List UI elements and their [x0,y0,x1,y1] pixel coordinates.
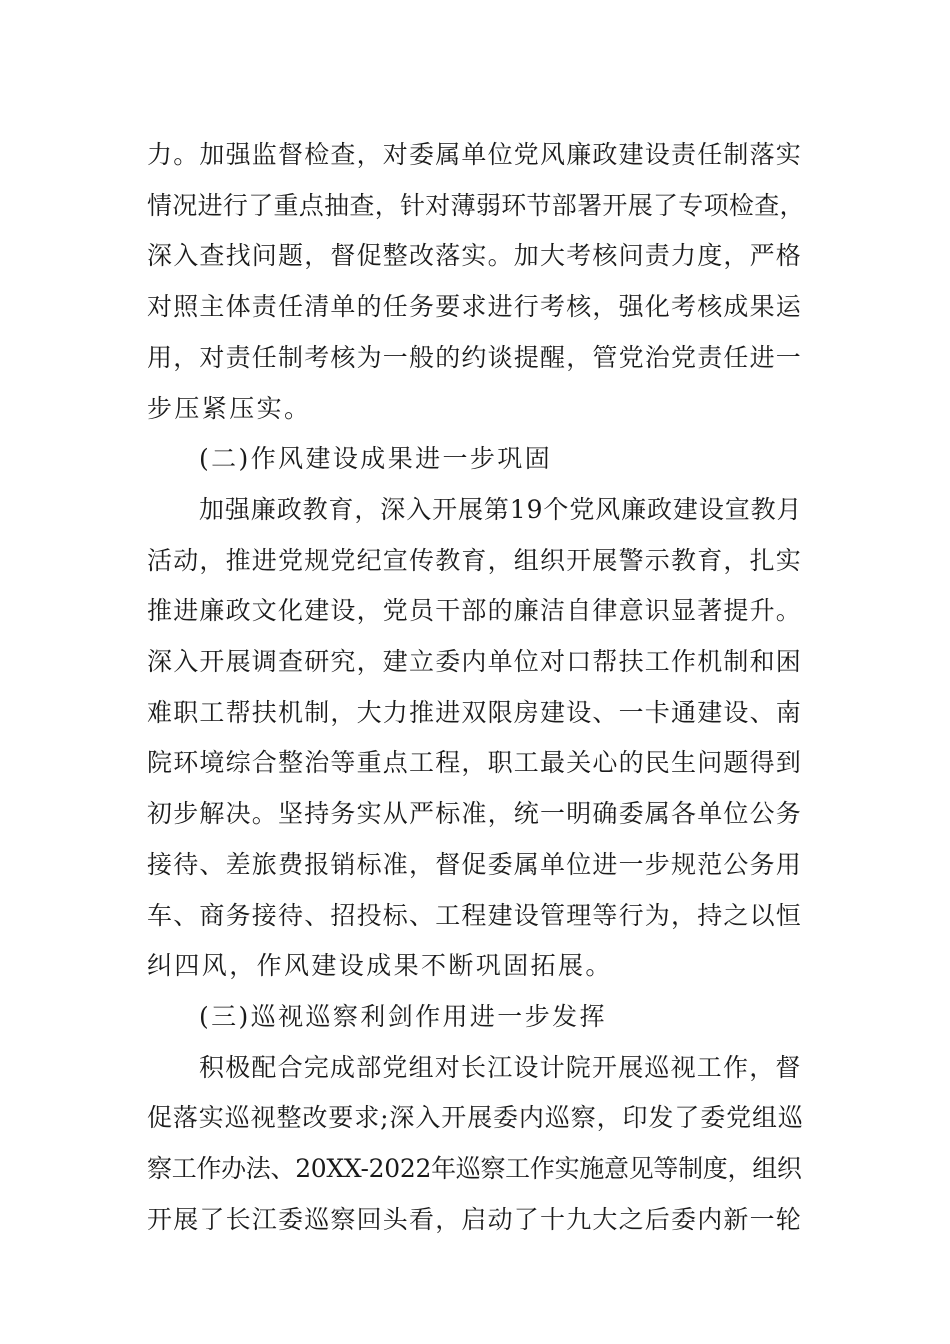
paragraph-line: 深入开展调查研究，建立委内单位对口帮扶工作机制和困 [147,647,803,676]
paragraph-line: 活动，推进党规党纪宣传教育，组织开展警示教育，扎实 [147,546,803,575]
paragraph-line: 开展了长江委巡察回头看，启动了十九大之后委内新一轮 [147,1205,803,1234]
paragraph-line: 对照主体责任清单的任务要求进行考核，强化考核成果运 [147,292,803,321]
paragraph-line: 难职工帮扶机制，大力推进双限房建设、一卡通建设、南 [147,698,803,727]
paragraph-line: 接待、差旅费报销标准，督促委属单位进一步规范公务用 [147,850,803,879]
paragraph-line: 力。加强监督检查，对委属单位党风廉政建设责任制落实 [147,140,803,169]
paragraph-line: 初步解决。坚持务实从严标准，统一明确委属各单位公务 [147,799,803,828]
paragraph-line: 情况进行了重点抽查，针对薄弱环节部署开展了专项检查， [147,191,805,220]
paragraph-line: 用，对责任制考核为一般的约谈提醒，管党治党责任进一 [147,343,803,372]
paragraph-line: 察工作办法、20XX-2022年巡察工作实施意见等制度，组织 [147,1154,802,1183]
paragraph-line: 院环境综合整治等重点工程，职工最关心的民生问题得到 [147,748,803,777]
paragraph-line: 纠四风，作风建设成果不断巩固拓展。 [147,951,613,980]
section-heading: (三)巡视巡察利剑作用进一步发挥 [199,1002,607,1031]
section-heading: (二)作风建设成果进一步巩固 [199,444,553,473]
paragraph-line: 深入查找问题，督促整改落实。加大考核问责力度，严格 [147,241,803,270]
paragraph-line: 促落实巡视整改要求;深入开展委内巡察，印发了委党组巡 [147,1103,804,1132]
paragraph-line: 步压紧压实。 [147,394,312,423]
paragraph-line: 积极配合完成部党组对长江设计院开展巡视工作，督 [199,1053,802,1082]
paragraph-line: 推进廉政文化建设，党员干部的廉洁自律意识显著提升。 [147,596,803,625]
paragraph-line: 加强廉政教育，深入开展第19个党风廉政建设宣教月 [199,495,803,524]
paragraph-line: 车、商务接待、招投标、工程建设管理等行为，持之以恒 [147,901,803,930]
